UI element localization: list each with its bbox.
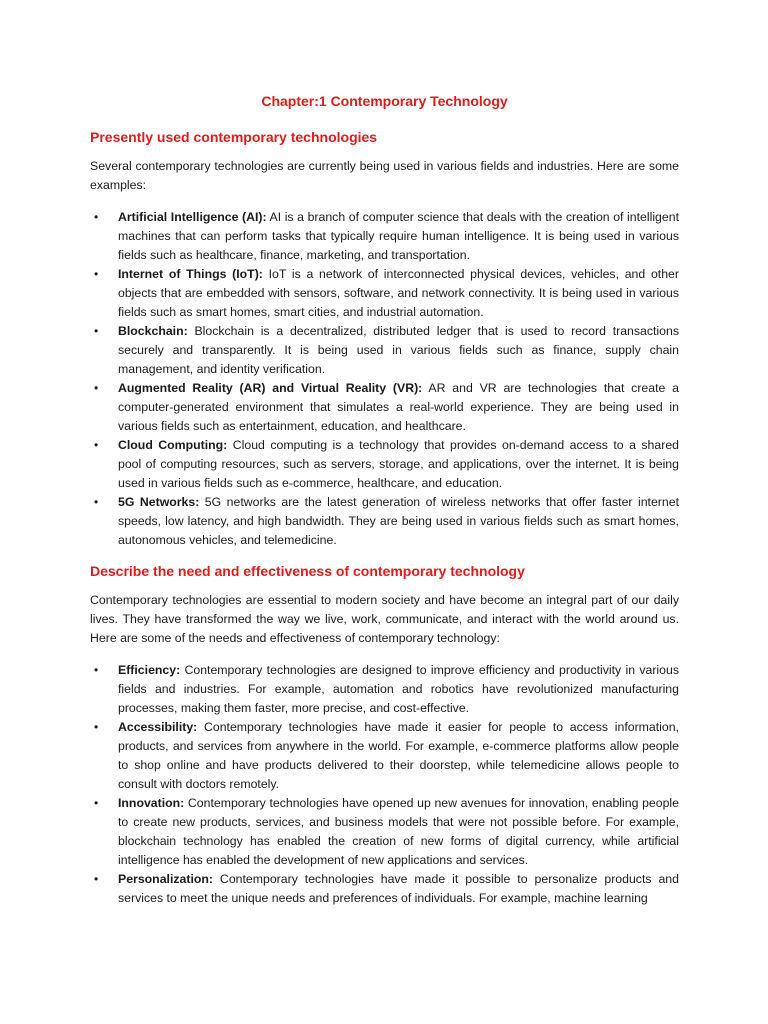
list-item — [90, 265, 679, 322]
needs-list — [90, 661, 679, 908]
bullet-icon: • — [94, 267, 99, 281]
bullet-icon: • — [94, 495, 99, 509]
section2-intro-paragraph: Contemporary technologies are essential to modern society and have become an integral part of our daily lives. They have transformed the way we live, work, communicate, and interact with the world around us. Here are some of the needs and effectiveness of contemporary technology: — [90, 593, 679, 645]
list-item-text: IoT is a network of interconnected physical devices, vehicles, and other objects that are embedded with sensors, software, and network connectivity. It is being used in various fields such as smart homes, smart cities, and industrial automation. — [118, 267, 679, 319]
list-item — [90, 870, 679, 908]
list-item — [90, 322, 679, 379]
list-item — [90, 718, 679, 794]
list-item-term: Accessibility: — [118, 720, 198, 734]
list-item-text: Contemporary technologies have made it easier for people to access information, products, and services from anywhere in the world. For example, e-commerce platforms allow people to shop online and have products delivered to their doorstep, while telemedicine allows people to consult with doctors remotely. — [118, 720, 679, 791]
section-heading-present-technologies: Presently used contemporary technologies — [90, 129, 378, 145]
list-item-term: Artificial Intelligence (AI): — [118, 210, 267, 224]
bullet-icon: • — [94, 872, 99, 886]
list-item-term: Personalization: — [118, 872, 213, 886]
list-item-term: Internet of Things (IoT): — [118, 267, 263, 281]
list-item — [90, 208, 679, 265]
technology-list — [90, 208, 679, 550]
list-item — [90, 493, 679, 550]
list-item — [90, 794, 679, 870]
section-heading-need-effectiveness: Describe the need and effectiveness of contemporary technology — [90, 563, 525, 579]
bullet-icon: • — [94, 381, 99, 395]
list-item-text: AR and VR are technologies that create a computer-generated environment that simulates a real-world experience. They are being used in various fields such as entertainment, education, and healthcare. — [118, 381, 679, 433]
list-item-term: Blockchain: — [118, 324, 188, 338]
chapter-title: Chapter:1 Contemporary Technology — [261, 93, 508, 109]
list-item-text: Contemporary technologies have opened up new avenues for innovation, enabling people to create new products, services, and business models that were not possible before. For example, blockchain technology has enabled the creation of new forms of digital currency, while artificial intelligence has enabled the development of new applications and services. — [118, 796, 679, 867]
list-item — [90, 661, 679, 718]
bullet-icon: • — [94, 796, 99, 810]
list-item — [90, 379, 679, 436]
bullet-icon: • — [94, 324, 99, 338]
list-item-term: Efficiency: — [118, 663, 181, 677]
section1-intro-paragraph: Several contemporary technologies are currently being used in various fields and industries. Here are some examples: — [90, 159, 679, 192]
bullet-icon: • — [94, 438, 99, 452]
list-item-term: Cloud Computing: — [118, 438, 228, 452]
list-item-term: 5G Networks: — [118, 495, 200, 509]
list-item-text: 5G networks are the latest generation of wireless networks that offer faster internet speeds, low latency, and high bandwidth. They are being used in various fields such as smart homes, autonomous vehicles, and telemedicine. — [118, 495, 679, 547]
list-item-text: Blockchain is a decentralized, distributed ledger that is used to record transactions securely and transparently. It is being used in various fields such as finance, supply chain management, and identity verification. — [118, 324, 679, 376]
list-item-text: Cloud computing is a technology that provides on-demand access to a shared pool of computing resources, such as servers, storage, and applications, over the internet. It is being used in various fields such as e-commerce, healthcare, and education. — [118, 438, 679, 490]
list-item — [90, 436, 679, 493]
list-item-text: Contemporary technologies have made it possible to personalize products and services to meet the unique needs and preferences of individuals. For example, machine learning — [118, 872, 679, 905]
list-item-text: AI is a branch of computer science that deals with the creation of intelligent machines that can perform tasks that typically require human intelligence. It is being used in various fields such as healthcare, finance, marketing, and transportation. — [118, 210, 679, 262]
bullet-icon: • — [94, 663, 99, 677]
list-item-term: Innovation: — [118, 796, 185, 810]
list-item-term: Augmented Reality (AR) and Virtual Reality (VR): — [118, 381, 423, 395]
bullet-icon: • — [94, 720, 99, 734]
list-item-text: Contemporary technologies are designed to improve efficiency and productivity in various fields and industries. For example, automation and robotics have revolutionized manufacturing processes, making them faster, more precise, and cost-effective. — [118, 663, 679, 715]
bullet-icon: • — [94, 210, 99, 224]
